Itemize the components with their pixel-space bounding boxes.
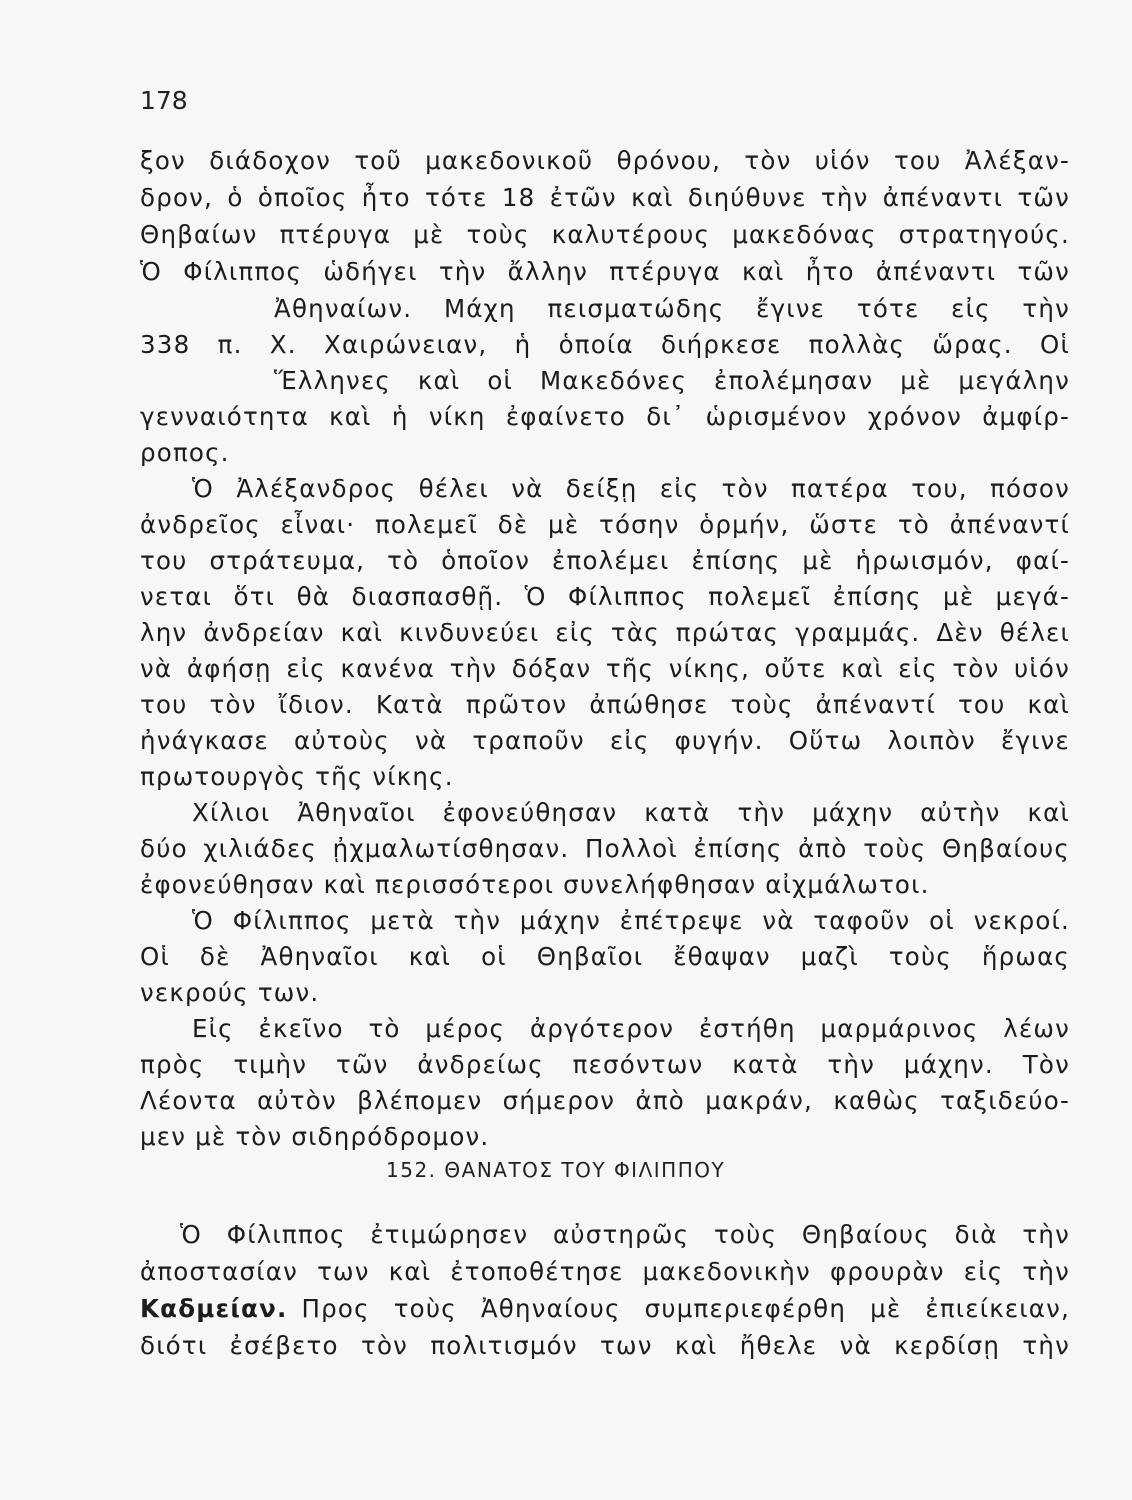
text-line: Λέοντα αὐτὸν βλέπομεν σήμερον ἀπὸ μακράν, καθὼς ταξιδεύο-	[140, 1086, 1070, 1115]
text-line: Ἕλληνες καὶ οἱ Μακεδόνες ἐπολέμησαν μὲ μεγάλην	[274, 366, 1070, 395]
text-line: Ὁ Φίλιππος ὡδήγει τὴν ἄλλην πτέρυγα καὶ ἦτο ἀπέναντι τῶν	[140, 257, 1070, 286]
text-segment: Προς τοὺς Ἀθηναίους συμπεριεφέρθη μὲ ἐπιείκειαν,	[301, 1294, 1070, 1323]
text-line: ροπος.	[140, 438, 230, 467]
text-line: ἐφονεύθησαν καὶ περισσότεροι συνελήφθησαν αἰχμάλωτοι.	[140, 870, 930, 899]
text-line: διότι ἐσέβετο τὸν πολιτισμόν των καὶ ἤθελε νὰ κερδίσῃ τὴν	[140, 1331, 1070, 1360]
text-line: Χίλιοι Ἀθηναῖοι ἐφονεύθησαν κατὰ τὴν μάχην αὐτὴν καὶ	[192, 798, 1070, 827]
text-line: Θηβαίων πτέρυγα μὲ τοὺς καλυτέρους μακεδόνας στρατηγούς.	[140, 220, 1070, 249]
text-line: ἀποστασίαν των καὶ ἐτοποθέτησε μακεδονικὴν φρουρὰν εἰς τὴν	[140, 1257, 1070, 1286]
text-line-with-bold	[140, 1294, 1070, 1324]
text-line: ξον διάδοχον τοῦ μακεδονικοῦ θρόνου, τὸν υἱόν του Ἀλέξαν-	[140, 146, 1070, 175]
text-line: πρωτουργὸς τῆς νίκης.	[140, 762, 454, 791]
text-line: νὰ ἀφήσῃ εἰς κανένα τὴν δόξαν τῆς νίκης, οὔτε καὶ εἰς τὸν υἱόν	[140, 654, 1070, 683]
text-line: Οἱ δὲ Ἀθηναῖοι καὶ οἱ Θηβαῖοι ἔθαψαν μαζὶ τοὺς ἥρωας	[140, 942, 1070, 971]
text-line: του στράτευμα, τὸ ὁποῖον ἐπολέμει ἐπίσης μὲ ἡρωισμόν, φαί-	[140, 546, 1070, 575]
text-line: Ὁ Ἀλέξανδρος θέλει νὰ δείξῃ εἰς τὸν πατέρα του, πόσον	[192, 474, 1070, 503]
bold-word: Καδμείαν.	[140, 1294, 288, 1323]
text-line: νεται ὅτι θὰ διασπασθῇ. Ὁ Φίλιππος πολεμεῖ ἐπίσης μὲ μεγά-	[140, 582, 1070, 611]
text-line: λην ἀνδρείαν καὶ κινδυνεύει εἰς τὰς πρώτας γραμμάς. Δὲν θέλει	[140, 618, 1070, 647]
text-line: νεκρούς των.	[140, 978, 320, 1007]
text-line: γενναιότητα καὶ ἡ νίκη ἐφαίνετο δι᾽ ὡρισμένον χρόνον ἀμφίρ-	[140, 402, 1070, 431]
text-line: ἀνδρεῖος εἶναι· πολεμεῖ δὲ μὲ τόσην ὁρμήν, ὥστε τὸ ἀπέναντί	[140, 510, 1070, 539]
text-line: Ὁ Φίλιππος ἐτιμώρησεν αὐστηρῶς τοὺς Θηβαίους διὰ τὴν	[180, 1220, 1070, 1249]
page-number: 178	[140, 86, 188, 115]
text-line: μεν μὲ τὸν σιδηρόδρομον.	[140, 1122, 490, 1151]
text-line: Εἰς ἐκεῖνο τὸ μέρος ἀργότερον ἐστήθη μαρμάρινος λέων	[192, 1014, 1070, 1043]
text-line: ἠνάγκασε αὐτοὺς νὰ τραποῦν εἰς φυγήν. Οὕτω λοιπὸν ἔγινε	[140, 726, 1070, 755]
text-line: δύο χιλιάδες ᾐχμαλωτίσθησαν. Πολλοὶ ἐπίσης ἀπὸ τοὺς Θηβαίους	[140, 834, 1070, 863]
text-line: δρον, ὁ ὁποῖος ἦτο τότε 18 ἐτῶν καὶ διηύθυνε τὴν ἀπέναντι τῶν	[140, 183, 1070, 212]
text-line: 338 π. Χ. Χαιρώνειαν, ἡ ὁποία διήρκεσε πολλὰς ὥρας. Οἱ	[140, 330, 1070, 359]
text-line: Ἀθηναίων. Μάχη πεισματώδης ἔγινε τότε εἰς τὴν	[274, 294, 1070, 323]
text-line: Ὁ Φίλιππος μετὰ τὴν μάχην ἐπέτρεψε νὰ ταφοῦν οἱ νεκροί.	[192, 906, 1070, 935]
text-line: του τὸν ἴδιον. Κατὰ πρῶτον ἀπώθησε τοὺς ἀπέναντί του καὶ	[140, 690, 1070, 719]
section-heading: 152. ΘΑΝΑΤΟΣ ΤΟΥ ΦΙΛΙΠΠΟΥ	[386, 1158, 726, 1182]
text-line: πρὸς τιμὴν τῶν ἀνδρείως πεσόντων κατὰ τὴν μάχην. Τὸν	[140, 1050, 1070, 1079]
